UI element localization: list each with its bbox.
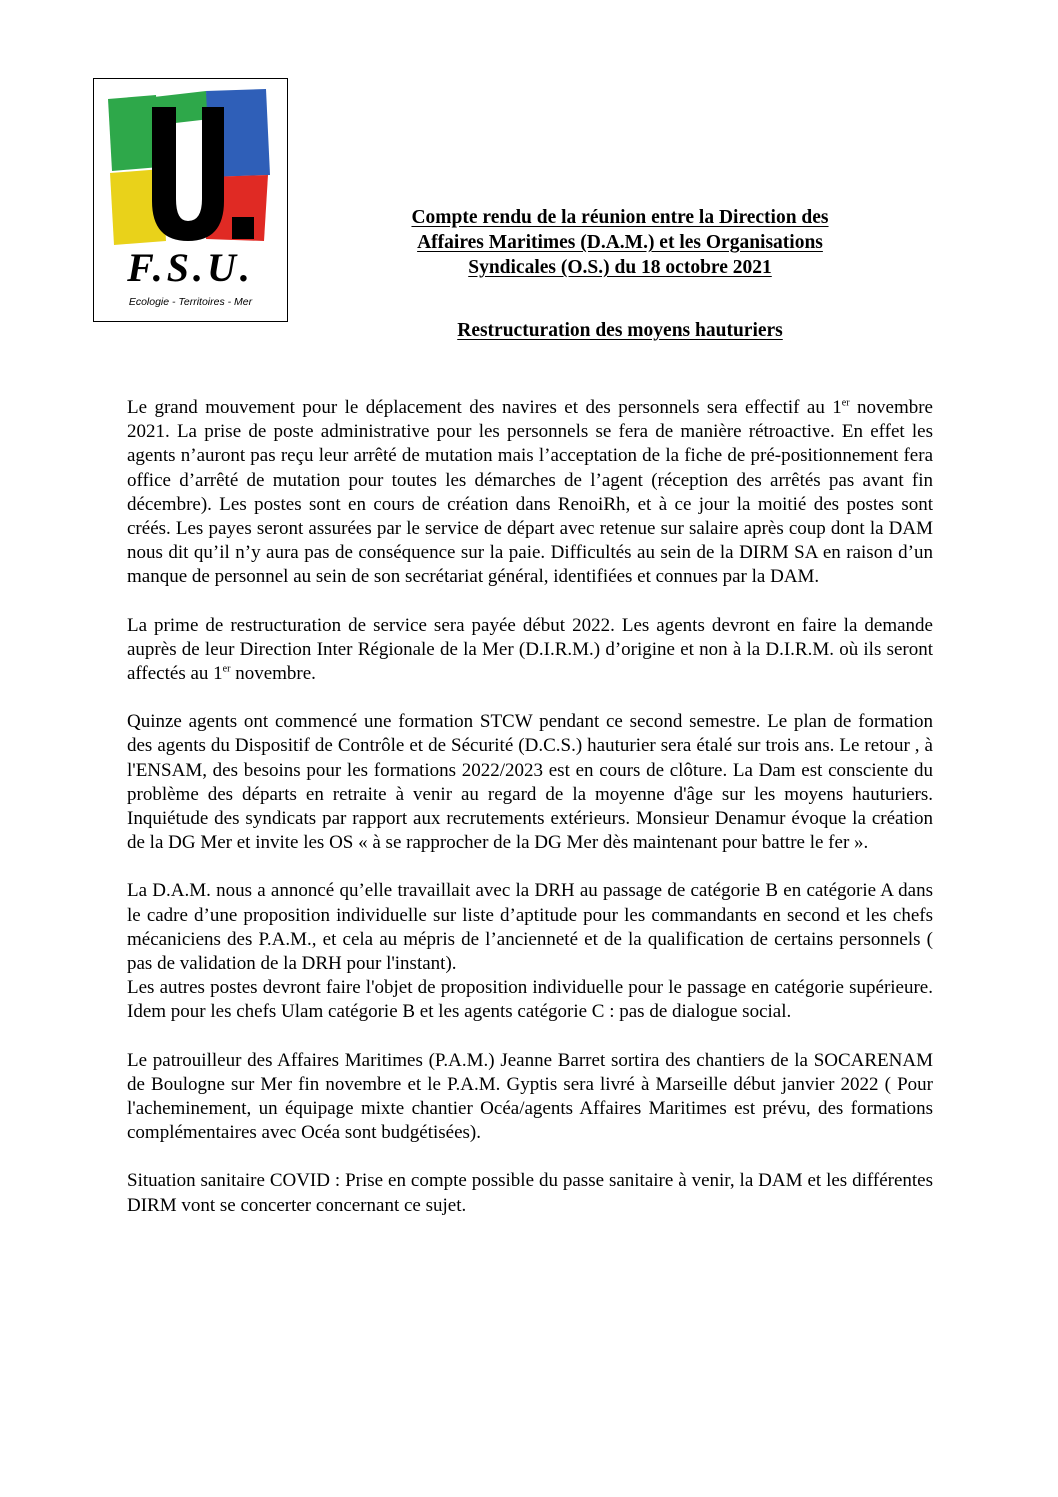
paragraph-2: La prime de restructuration de service sera payée début 2022. Les agents devront en faire la demande auprès de leur Direction Inter Régionale de la Mer (D.I.R.M.) d’origine et non à la D.I.R.M. où ils seront affectés au 1er novembre. xyxy=(127,614,933,685)
paragraph-1: Le grand mouvement pour le déplacement des navires et des personnels sera effectif au 1er novembre 2021. La prise de poste administrative pour les personnels se fera de manière rétroactive. En effet les agents n’auront pas reçu leur arrêté de mutation mais l’acceptation de la fiche de pré-positionnement fera office d’arrêté de mutation pour toutes les démarches de l’agent (réception des arrêtés pas avant fin décembre). Les postes sont en cours de création dans RenoiRh, et à ce jour la moitié des postes sont créés. Les payes seront assurées par le service de départ avec retenue sur salaire après coup dont la DAM nous dit qu’il n’y aura pas de conséquence sur la paie. Difficultés au sein de la DIRM SA en raison d’un manque de personnel au sein de son secrétariat général, identifiées et connues par la DAM. xyxy=(127,397,933,588)
document-title xyxy=(330,205,910,280)
document-subtitle: Restructuration des moyens hauturiers xyxy=(457,320,783,341)
title-line-1: Compte rendu de la réunion entre la Direction des xyxy=(411,207,829,228)
paragraph-7: Situation sanitaire COVID : Prise en compte possible du passe sanitaire à venir, la DAM et les différentes DIRM vont se concerter concernant ce sujet. xyxy=(127,1170,933,1216)
paragraph-5: Les autres postes devront faire l'objet de proposition individuelle pour le passage en catégorie supérieure. Idem pour les chefs Ulam catégorie B et les agents catégorie C : pas de dialogue social. xyxy=(127,977,933,1023)
logo-fsu-text: F.S.U. xyxy=(127,245,254,290)
paragraph-4: La D.A.M. nous a annoncé qu’elle travaillait avec la DRH au passage de catégorie B en catégorie A dans le cadre d’une proposition individuelle sur liste d’aptitude pour les commandants en second et les chefs mécaniciens des P.A.M., et cela au mépris de l’ancienneté et de la qualification de certains personnels ( pas de validation de la DRH pour l'instant). xyxy=(127,880,933,975)
paragraph-6: Le patrouilleur des Affaires Maritimes (P.A.M.) Jeanne Barret sortira des chantiers de la SOCARENAM de Boulogne sur Mer fin novembre et le P.A.M. Gyptis sera livré à Marseille début janvier 2022 ( Pour l'acheminement, un équipage mixte chantier Océa/agents Affaires Maritimes est prévu, des formations complémentaires avec Océa sont budgétisées). xyxy=(127,1049,933,1144)
fsu-logo xyxy=(93,78,288,322)
document-body xyxy=(127,396,933,1242)
title-line-3: Syndicales (O.S.) du 18 octobre 2021 xyxy=(468,257,772,278)
logo-tagline: Ecologie - Territoires - Mer xyxy=(128,296,253,308)
paragraph-3: Quinze agents ont commencé une formation STCW pendant ce second semestre. Le plan de formation des agents du Dispositif de Contrôle et de Sécurité (D.C.S.) hauturier sera étalé sur trois ans. Le retour , à l'ENSAM, des besoins pour les formations 2022/2023 est en cours de clôture. La Dam est consciente du problème des départs en retraite à venir au regard de la moyenne d'âge sur les moyens hauturiers. Inquiétude des syndicats par rapport aux recrutements extérieurs. Monsieur Denamur évoque la création de la DG Mer et invite les OS « à se rapprocher de la DG Mer dès maintenant pour battre le fer ». xyxy=(127,711,933,854)
title-line-2: Affaires Maritimes (D.A.M.) et les Organisations xyxy=(417,232,823,253)
